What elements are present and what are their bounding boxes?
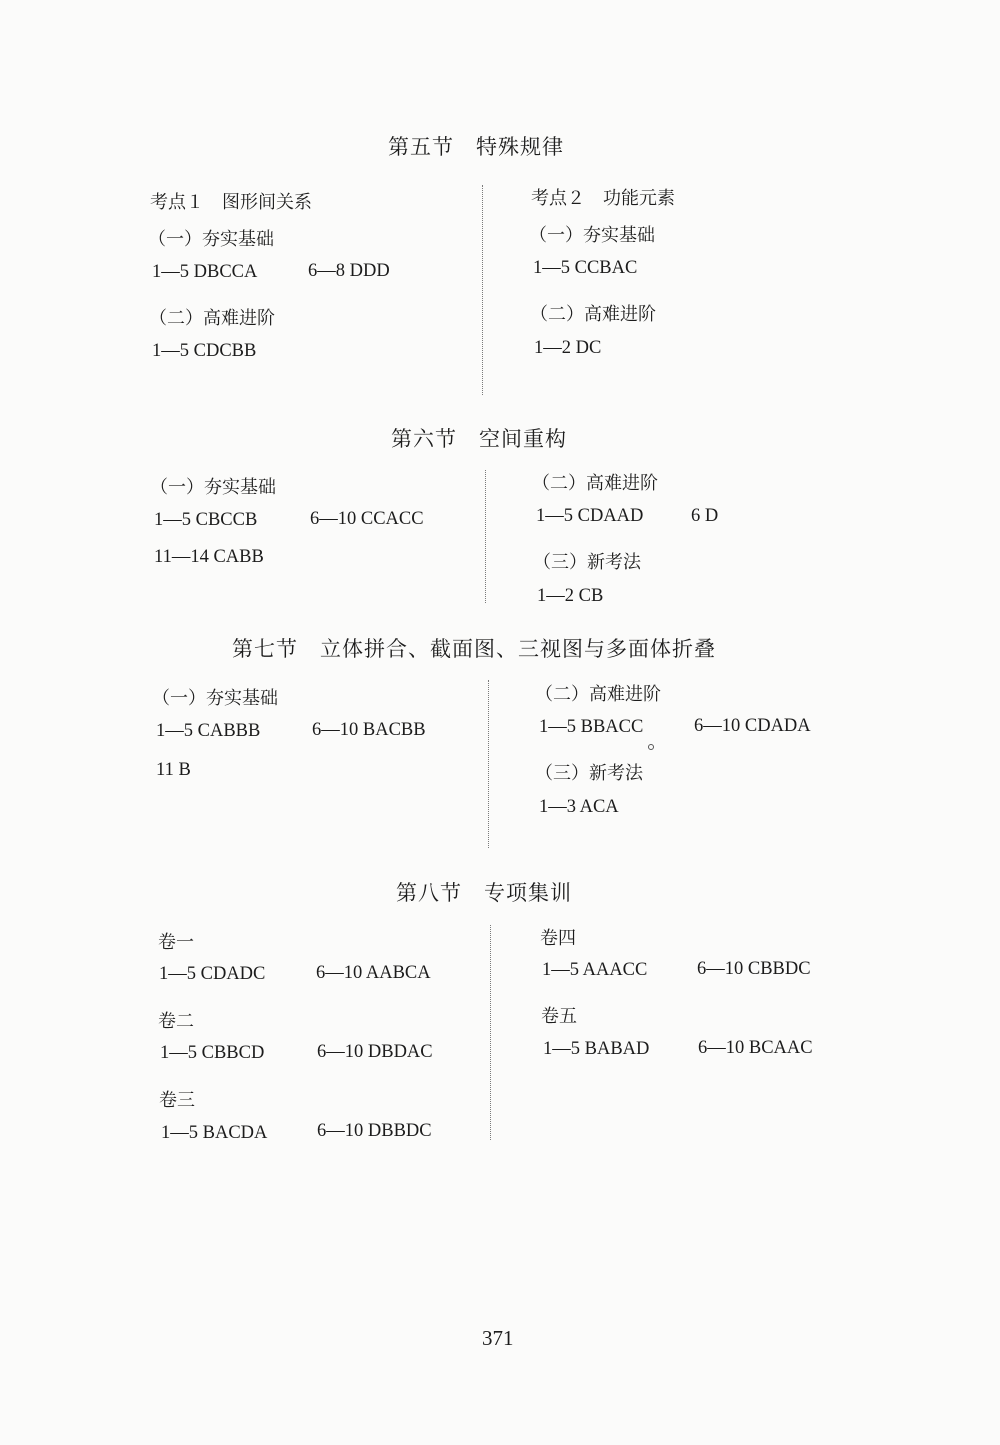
s7-column-divider — [488, 680, 489, 848]
s5-left-row1b: 6—8 DDD — [308, 261, 390, 281]
s8-vol4-row-a: 1—5 AAACC — [542, 960, 648, 980]
s8-vol3-row-a: 1—5 BACDA — [161, 1123, 268, 1143]
section-5-title: 第五节 特殊规律 — [388, 135, 564, 159]
s8-vol2-row-a: 1—5 CBBCD — [160, 1043, 265, 1063]
s7-right-row2a: 1—3 ACA — [539, 797, 619, 817]
s8-vol3-row-b: 6—10 DBBDC — [317, 1121, 432, 1141]
s8-vol5-row-a: 1—5 BABAD — [543, 1039, 650, 1059]
s7-left-row1b: 6—10 BACBB — [312, 720, 426, 740]
s5-right-heading: 考点２ 功能元素 — [531, 188, 675, 209]
s7-right-sub2: （三）新考法 — [535, 763, 643, 784]
s7-right-row1a: 1—5 BBACC — [539, 717, 644, 737]
s8-vol4-label: 卷四 — [540, 928, 576, 949]
s5-right-sub1: （一）夯实基础 — [529, 225, 655, 246]
s7-right-row1b: 6—10 CDADA — [694, 716, 811, 736]
section-7-title: 第七节 立体拼合、截面图、三视图与多面体折叠 — [232, 637, 716, 661]
s6-left-row2a: 11—14 CABB — [154, 547, 264, 567]
s8-vol1-row-b: 6—10 AABCA — [316, 963, 431, 983]
s6-left-row1b: 6—10 CCACC — [310, 509, 424, 529]
s6-left-row1a: 1—5 CBCCB — [154, 510, 258, 530]
s7-right-sub1: （二）高难进阶 — [535, 684, 661, 705]
s6-right-row1b: 6 D — [691, 506, 719, 526]
page-number: 371 — [482, 1326, 514, 1350]
s8-vol3-label: 卷三 — [159, 1090, 195, 1111]
s8-vol4-row-b: 6—10 CBBDC — [697, 959, 811, 979]
s8-vol1-row-a: 1—5 CDADC — [159, 964, 266, 984]
s6-right-row2a: 1—2 CB — [537, 586, 604, 606]
s8-vol1-label: 卷一 — [158, 932, 194, 953]
section-8-title: 第八节 专项集训 — [396, 881, 572, 905]
s7-left-row1a: 1—5 CABBB — [156, 721, 261, 741]
s8-vol5-row-b: 6—10 BCAAC — [698, 1038, 813, 1058]
s8-column-divider — [490, 925, 491, 1140]
s7-left-row2a: 11 B — [156, 760, 191, 780]
s8-vol2-row-b: 6—10 DBDAC — [317, 1042, 433, 1062]
s5-right-row1a: 1—5 CCBAC — [533, 258, 638, 278]
s5-left-sub1: （一）夯实基础 — [148, 229, 274, 250]
s5-right-sub2: （二）高难进阶 — [530, 304, 656, 325]
s7-left-sub1: （一）夯实基础 — [152, 688, 278, 709]
s6-column-divider — [485, 470, 486, 603]
s5-left-row1a: 1—5 DBCCA — [152, 262, 258, 282]
s8-vol2-label: 卷二 — [158, 1011, 194, 1032]
stray-mark — [648, 744, 654, 750]
s6-left-sub1: （一）夯实基础 — [150, 477, 276, 498]
section-6-title: 第六节 空间重构 — [391, 427, 567, 451]
s5-left-row2a: 1—5 CDCBB — [152, 341, 257, 361]
s5-right-row2a: 1—2 DC — [534, 338, 602, 358]
s6-right-sub1: （二）高难进阶 — [532, 473, 658, 494]
s6-right-row1a: 1—5 CDAAD — [536, 506, 644, 526]
s6-right-sub2: （三）新考法 — [533, 552, 641, 573]
s8-vol5-label: 卷五 — [541, 1006, 577, 1027]
s5-left-heading: 考点１ 图形间关系 — [150, 192, 312, 213]
s5-column-divider — [482, 185, 483, 395]
s5-left-sub2: （二）高难进阶 — [149, 308, 275, 329]
